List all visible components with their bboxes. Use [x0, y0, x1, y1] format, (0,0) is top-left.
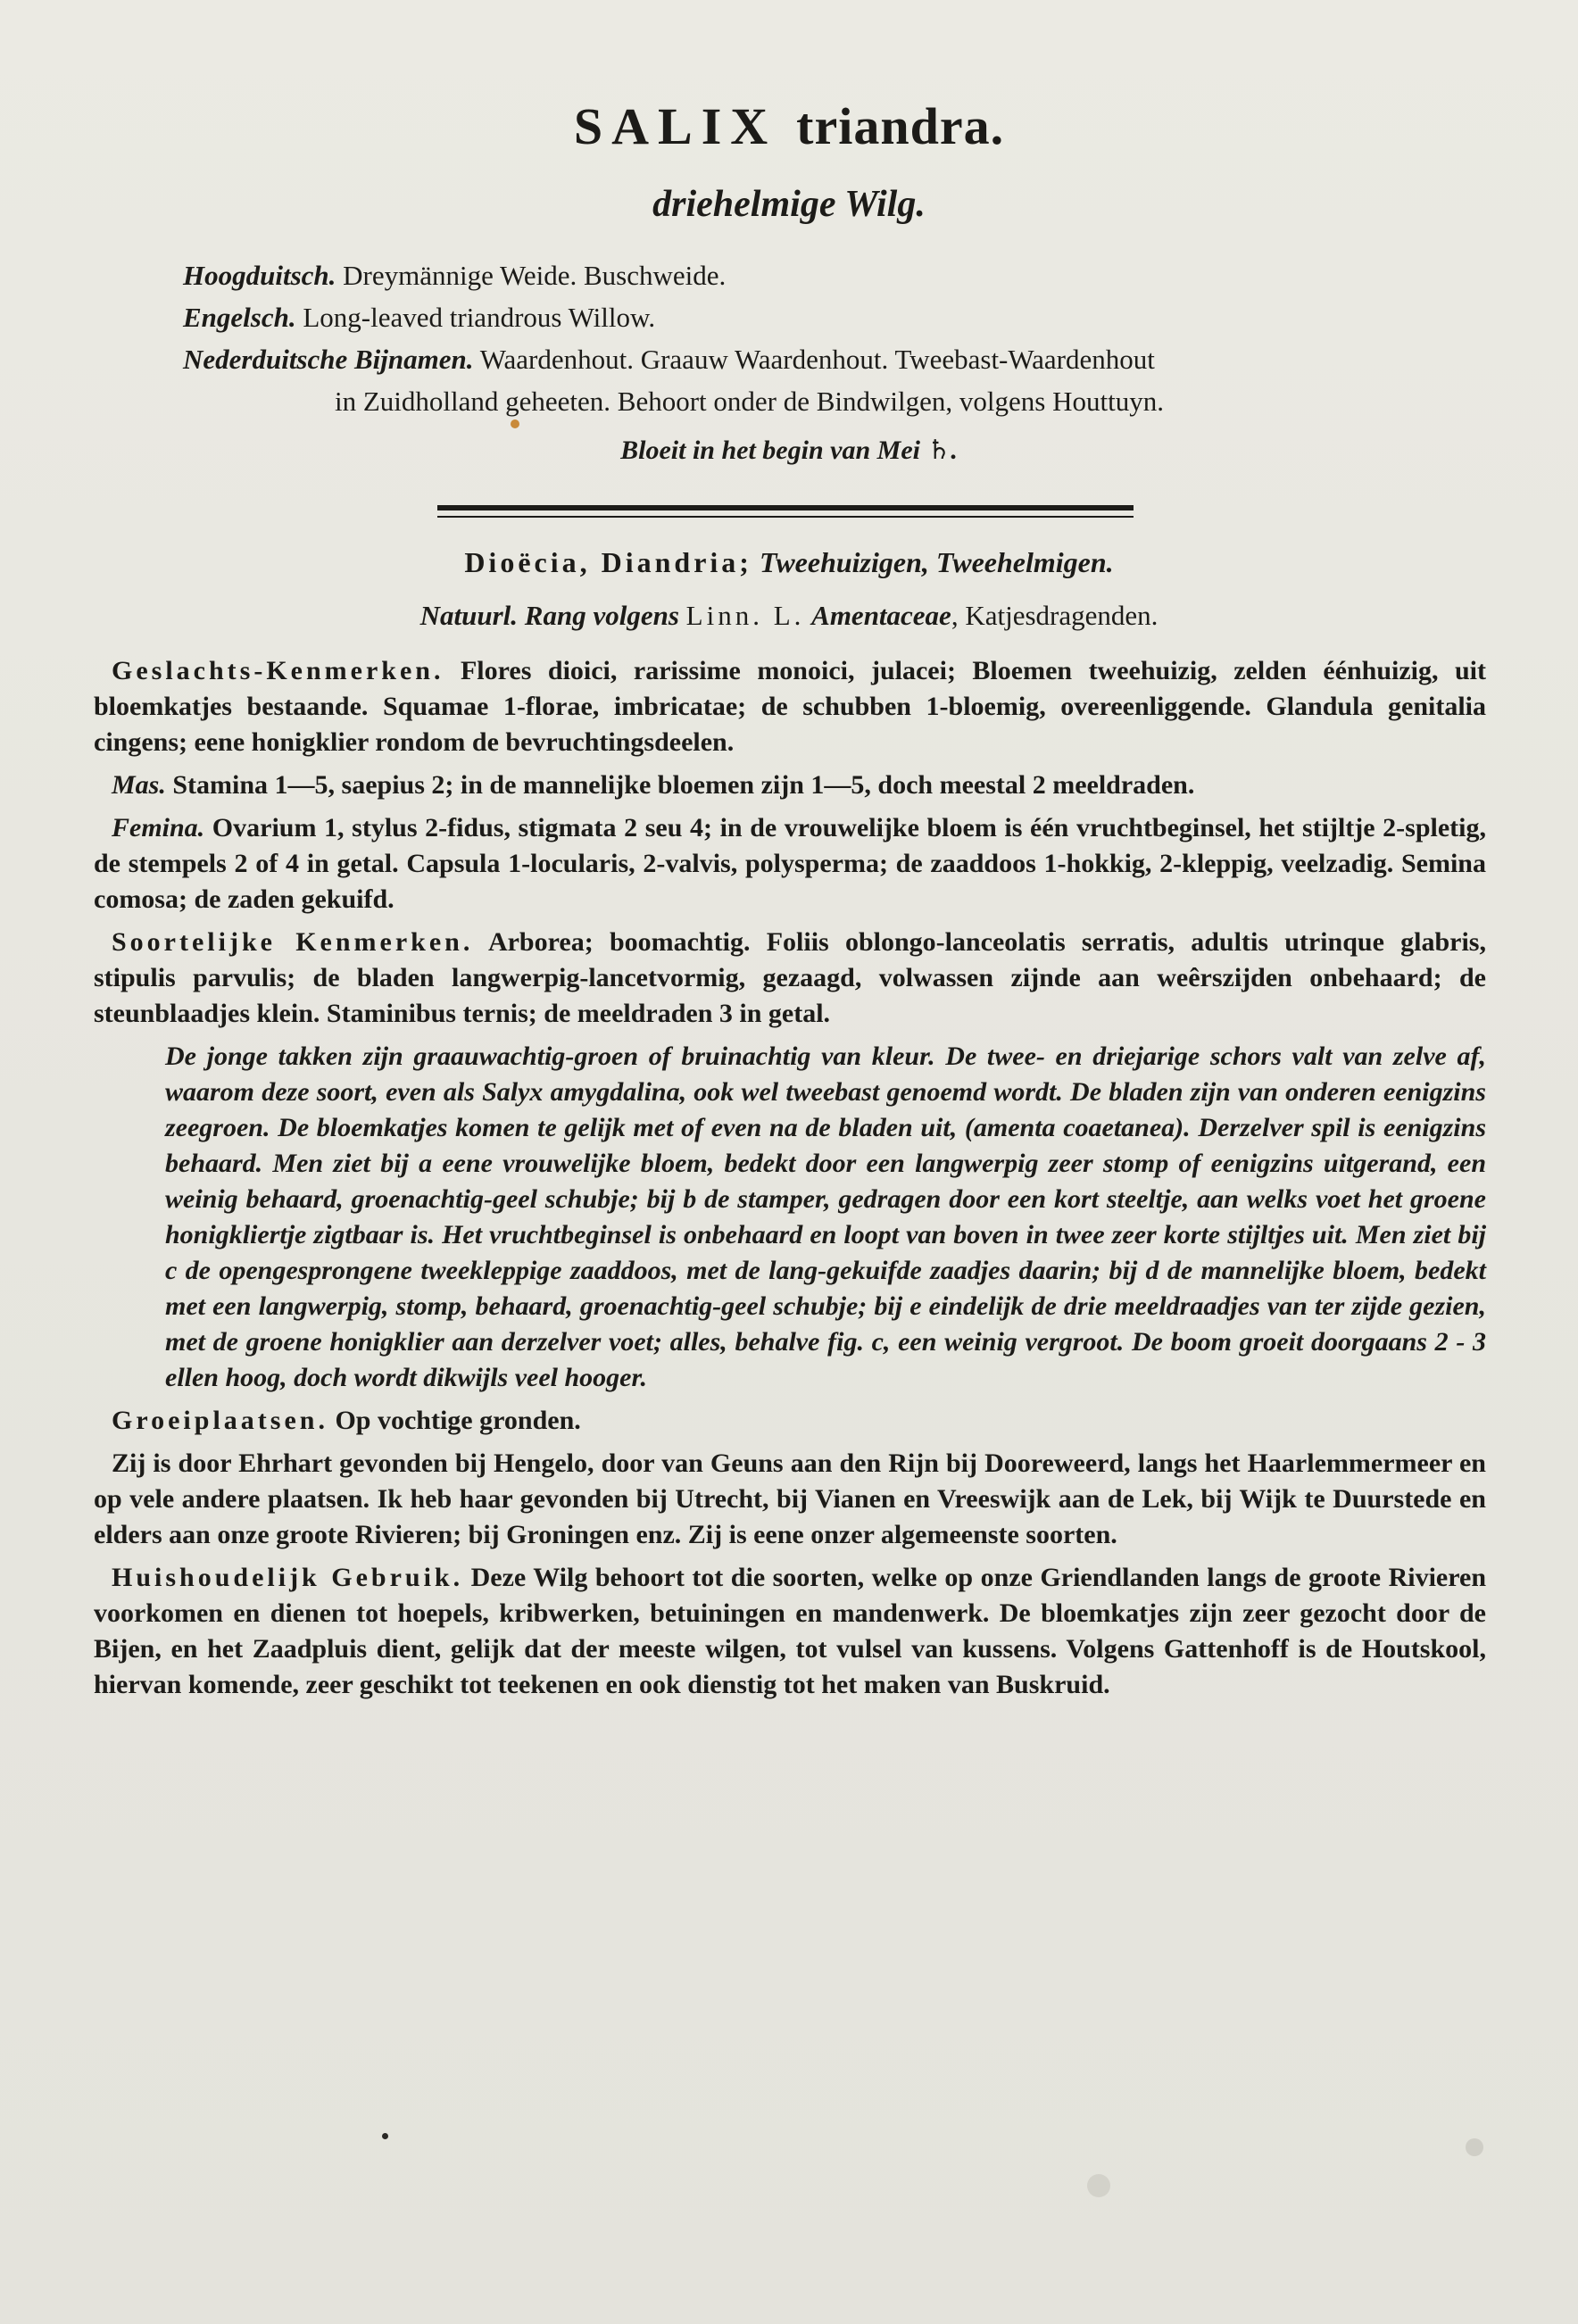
name-english [183, 296, 1486, 338]
household-use-text: Deze Wilg behoort tot die soorten, welke op onze Griendlanden langs de groote Rivieren voorkomen en dienen tot hoepels, kribwerken, betuiningen en mandenwerk. De bloemkatjes zijn zeer gezocht door de Bijen, en het Zaadpluis dient, gelijk dat der meeste wilgen, tot vulsel van kussens. Volgens Gattenhoff is de Houtskool, hiervan komende, zeer geschikt tot teekenen en ook dienstig tot het maken van Buskruid. [94, 1563, 1487, 1699]
species-characters-text: Arborea; boomachtig. Foliis oblongo-lanceolatis serratis, adultis utrinque glabris, stipulis parvulis; de bladen langwerpig-lancetvormig, gezaagd, volwassen zijnde aan weêrszijden onbehaard; de steunblaadjes klein. Staminibus ternis; de meeldraden 3 in getal. [94, 927, 1486, 1028]
main-text [94, 653, 1486, 1710]
flowering-note: Bloeit in het begin van Mei ♄. [620, 436, 958, 465]
name-english-label: Engelsch. [183, 302, 296, 333]
household-use-heading: Huishoudelijk Gebruik. [112, 1563, 464, 1592]
name-dutch-text: Waardenhout. Graauw Waardenhout. Tweebast-Waardenhout [479, 344, 1155, 375]
rank-dutch: , Katjesdragenden. [951, 600, 1159, 631]
natural-rank [0, 600, 1578, 632]
genus-characters [94, 653, 1486, 760]
species-characters-heading: Soortelijke Kenmerken. [112, 927, 474, 957]
name-english-text: Long-leaved triandrous Willow. [303, 302, 656, 333]
male-label: Mas. [112, 770, 166, 800]
rank-family: Amentaceae [811, 600, 951, 631]
species-characters [94, 925, 1486, 1032]
genus-characters-text: Flores dioici, rarissime monoici, julacei; Bloemen tweehuizig, zelden éénhuizig, uit bloemkatjes bestaande. Squamae 1-florae, imbricatae; de schubben 1-bloemig, overeenliggende. Glandula genitalia cingens; eene honigklier rondom de bevruchtingsdeelen. [94, 656, 1487, 757]
paper-spot [1466, 2138, 1483, 2156]
divider-thin [437, 516, 1134, 518]
divider-thick [437, 505, 1134, 510]
female-label: Femina. [112, 813, 205, 842]
male-characters [94, 768, 1486, 803]
subtitle: driehelmige Wilg. [652, 184, 926, 225]
rank-label: Natuurl. Rang volgens [419, 600, 679, 631]
title-genus: SALIX [573, 97, 777, 155]
habitat [94, 1403, 1486, 1439]
name-dutch [183, 338, 1486, 422]
page-title [0, 96, 1578, 156]
male-text: Stamina 1—5, saepius 2; in de mannelijke bloemen zijn 1—5, doch meestal 2 meeldraden. [172, 770, 1195, 800]
title-species: triandra. [796, 97, 1005, 155]
name-dutch-label: Nederduitsche Bijnamen. [183, 344, 474, 375]
genus-characters-heading: Geslachts-Kenmerken. [112, 656, 444, 685]
paper-spot [382, 2133, 388, 2139]
habitat-locations: Zij is door Ehrhart gevonden bij Hengelo, door van Geuns aan den Rijn bij Dooreweerd, langs het Haarlemmermeer en op vele andere plaatsen. Ik heb haar gevonden bij Utrecht, bij Vianen en Vreeswijk aan de Lek, bij Wijk te Duurstede en elders aan onze groote Rivieren; bij Groningen enz. Zij is eene onzer algemeenste soorten. [94, 1448, 1486, 1549]
household-use [94, 1560, 1486, 1703]
name-german [183, 254, 1486, 296]
paper-spot [1087, 2174, 1110, 2197]
female-characters [94, 810, 1486, 917]
habitat-text: Op vochtige gronden. [335, 1406, 581, 1435]
name-german-text: Dreymännige Weide. Buschweide. [343, 260, 727, 291]
classification-latin: Dioëcia, Diandria; [464, 546, 752, 578]
habitat-heading: Groeiplaatsen. [112, 1406, 328, 1435]
female-text: Ovarium 1, stylus 2-fidus, stigmata 2 seu 4; in de vrouwelijke bloem is één vruchtbeginsel, het stijltje 2-spletig, de stempels 2 of 4 in getal. Capsula 1-locularis, 2-valvis, polysperma; de zaaddoos 1-hokkig, 2-kleppig, veelzadig. Semina comosa; de zaden gekuifd. [94, 813, 1486, 914]
paper-spot [511, 419, 519, 428]
rank-author: Linn. L. [685, 600, 805, 631]
name-german-label: Hoogduitsch. [183, 260, 336, 291]
vernacular-names [183, 254, 1486, 422]
name-dutch-text-cont: in Zuidholland geheeten. Behoort onder de Bindwilgen, volgens Houttuyn. [335, 386, 1164, 417]
description: De jonge takken zijn graauwachtig-groen of bruinachtig van kleur. De twee- en driejarige schors valt van zelve af, waarom deze soort, even als Salyx amygdalina, ook wel tweebast genoemd wordt. De bladen zijn van onderen eenigzins zeegroen. De bloemkatjes komen te gelijk met of even na de bladen uit, (amenta coaetanea). Derzelver spil is eenigzins behaard. Men ziet bij a eene vrouwelijke bloem, bedekt door een langwerpig zeer stomp of eenigzins uitgerand, een weinig behaard, groenachtig-geel schubje; bij b de stamper, gedragen door een kort steeltje, aan welks voet het groene honigkliertje zigtbaar is. Het vruchtbeginsel is onbehaard en loopt van boven in twee zeer korte stijltjes uit. Men ziet bij c de opengesprongene tweekleppige zaaddoos, met de lang-gekuifde zaadjes daarin; bij d de mannelijke bloem, bedekt met een langwerpig, stomp, behaard, groenachtig-geel schubje; bij e eindelijk de drie meeldraadjes van ter zijde gezien, met de groene honigklier aan derzelver voet; alles, behalve fig. c, een weinig vergroot. De boom groeit doorgaans 2 - 3 ellen hoog, doch wordt dikwijls veel hooger. [165, 1042, 1486, 1392]
classification-dutch: Tweehuizigen, Tweehelmigen. [759, 546, 1114, 578]
classification [0, 546, 1578, 579]
